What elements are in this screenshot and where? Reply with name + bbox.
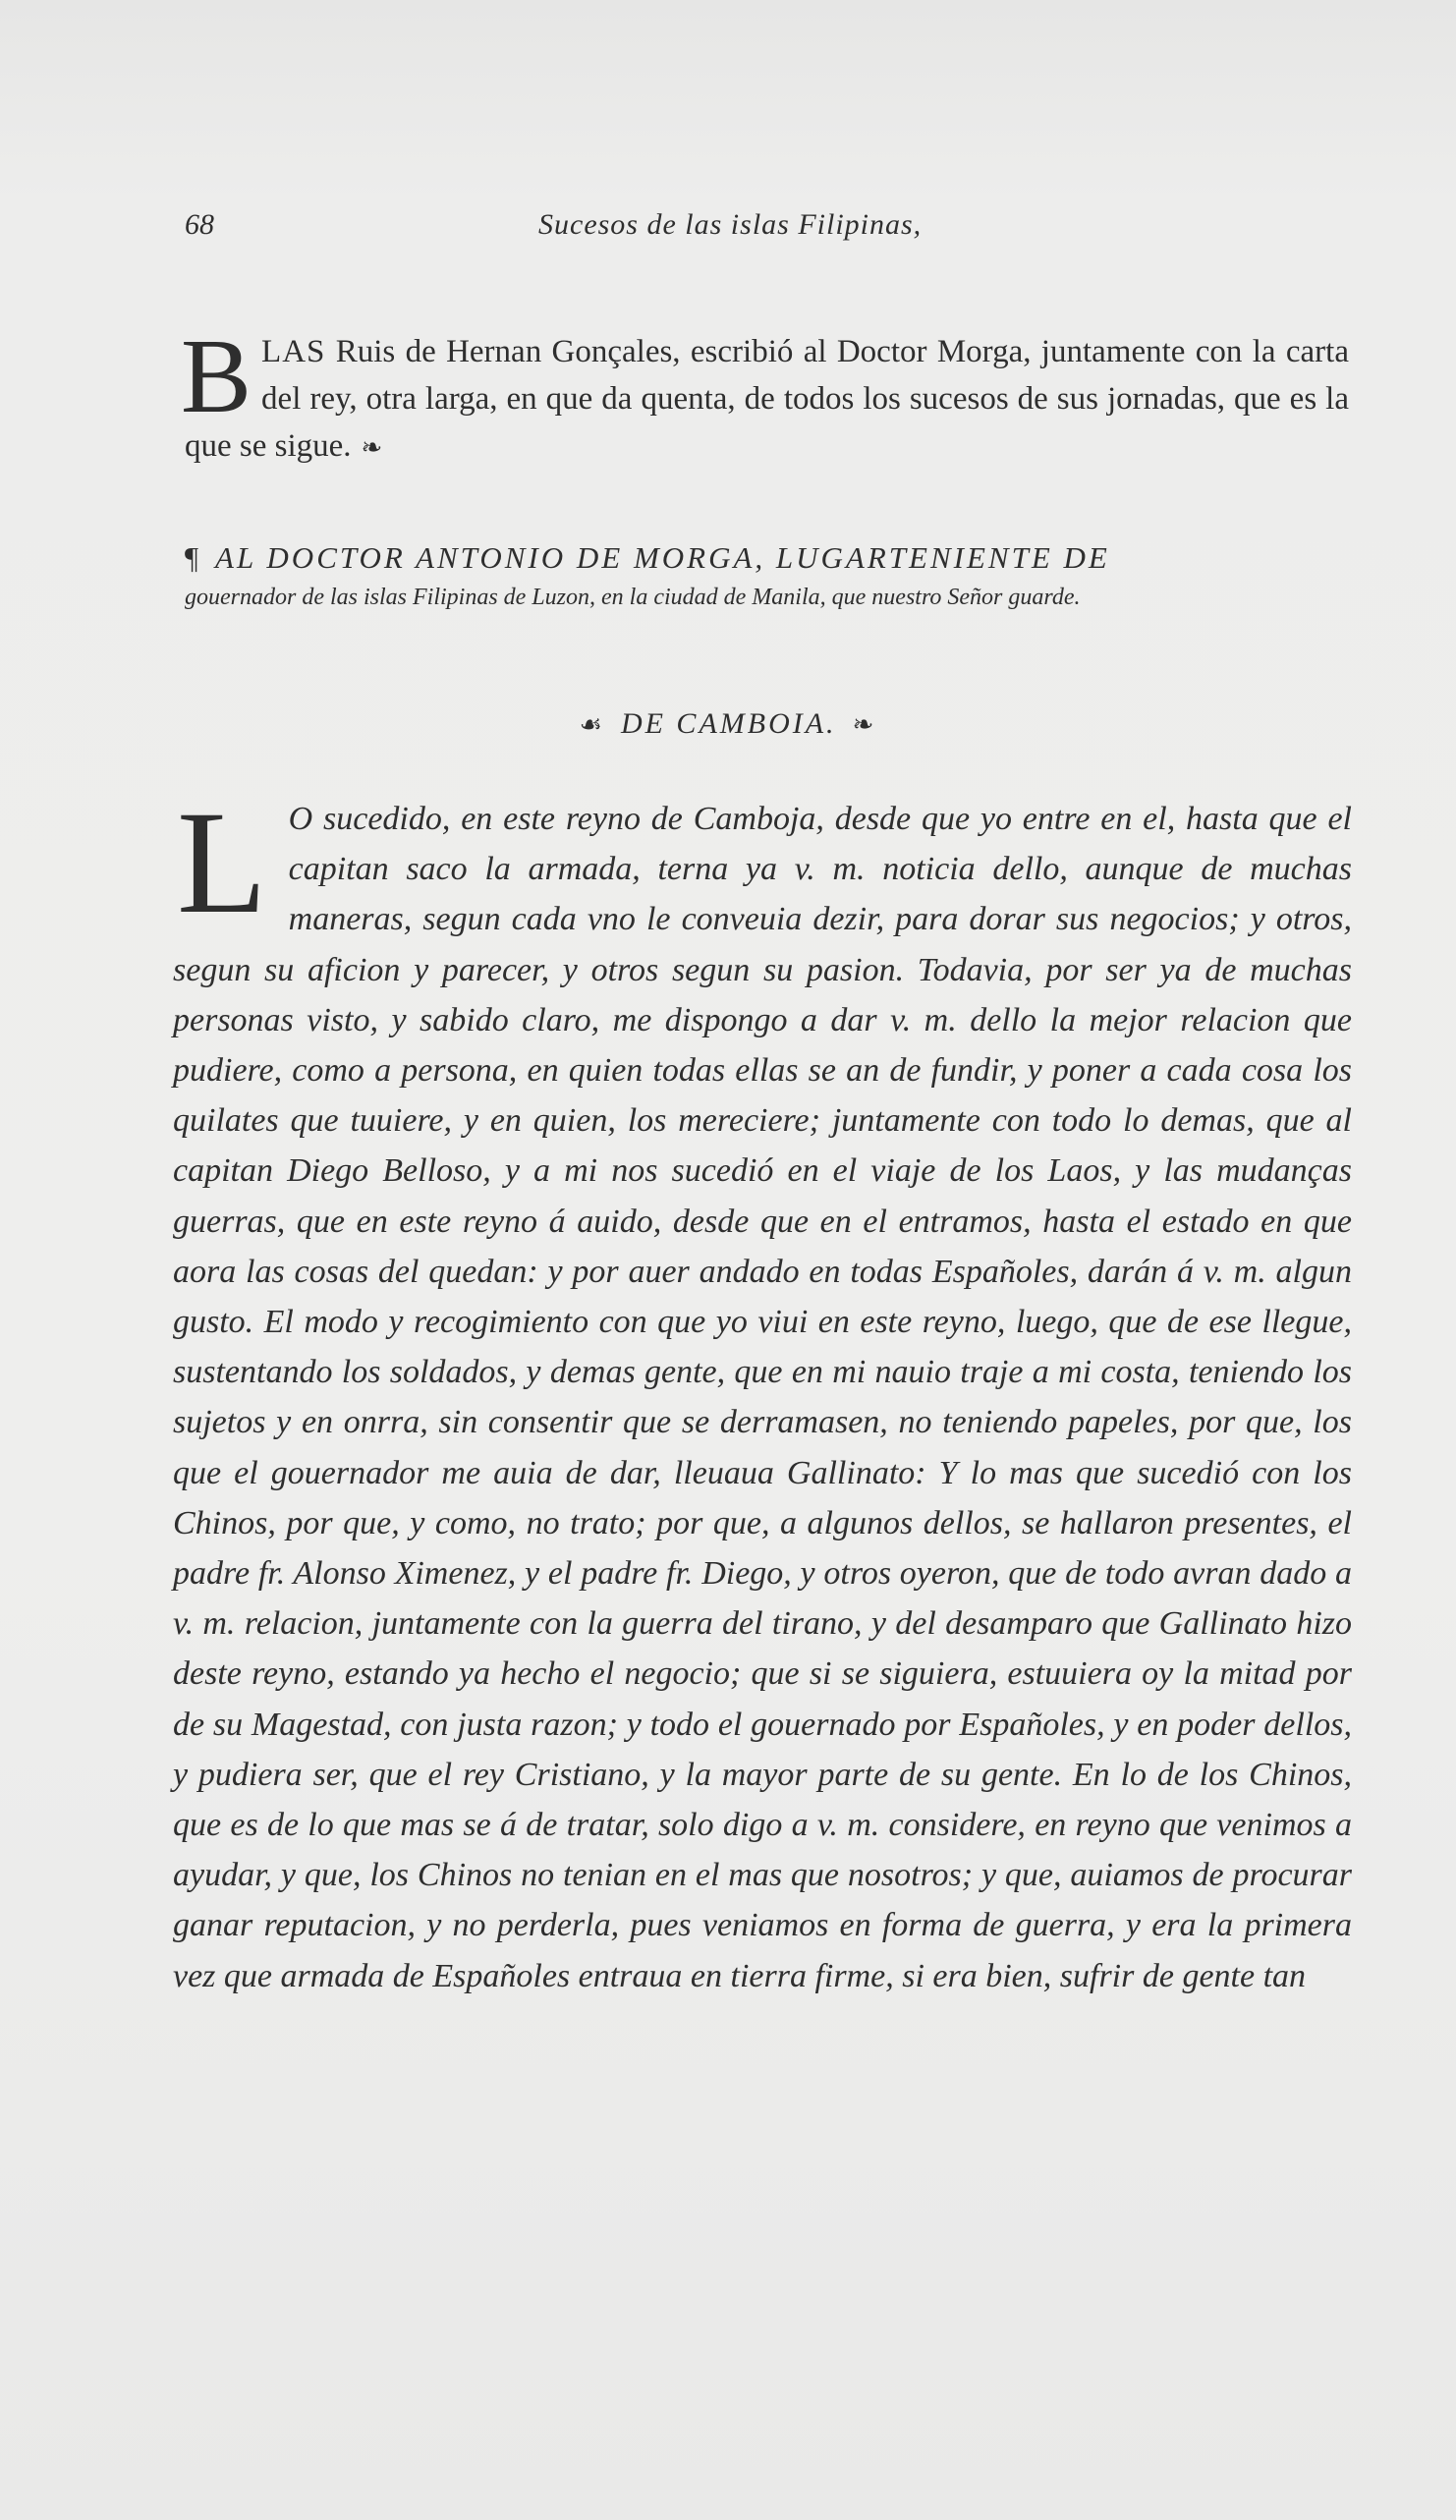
intro-paragraph [181, 318, 1349, 472]
body-drop-cap: L [177, 781, 267, 944]
section-title: DE CAMBOIA. [620, 707, 837, 740]
running-title: Sucesos de las islas Filipinas, [538, 208, 923, 241]
body-text: O sucedido, en este reyno de Camboja, desde que yo entre en el, hasta que el capitan saco la armada, terna ya v. m. noticia dello, aunque de muchas maneras, segun cada vno le conveuia dezir, para dorar sus negocios; y otros, segun su aficion y parecer, y otros segun su pasion. Todavia, por ser ya de muchas personas visto, y sabido claro, me dispongo a dar v. m. dello la mejor relacion que pudiere, como a persona, en quien todas ellas se an de fundir, y poner a cada cosa los quilates que tuuiere, y en quien, los mereciere; juntamente con todo lo demas, que al capitan Diego Belloso, y a mi nos sucedió en el viaje de los Laos, y las mudanças guerras, que en este reyno á auido, desde que en el entramos, hasta el estado en que aora las cosas del quedan: y por auer andado en todas Españoles, darán á v. m. algun gusto. El modo y recogimiento con que yo viui en este reyno, luego, que de ese llegue, sustentando los soldados, y demas gente, que en mi nauio traje a mi costa, teniendo los sujetos y en onrra, sin consentir que se derramasen, no teniendo papeles, por que, los que el gouernador me auia de dar, lleuaua Gallinato: Y lo mas que sucedió con los Chinos, por que, y como, no trato; por que, a algunos dellos, se hallaron presentes, el padre fr. Alonso Ximenez, y el padre fr. Diego, y otros oyeron, que de todo avran dado a v. m. relacion, juntamente con la guerra del tirano, y del desamparo que Gallinato hizo deste reyno, estando ya hecho el negocio; que si se siguiera, estuuiera oy la mitad por de su Magestad, con justa razon; y todo el gouernado por Españoles, y en poder dellos, y pudiera ser, que el rey Cristiano, y la mayor parte de su gente. En lo de los Chinos, que es de lo que mas se á de tratar, solo digo a v. m. considere, en reyno que venimos a ayudar, y que, los Chinos no tenian en el mas que nosotros; y que, auiamos de procurar ganar reputacion, y no perderla, pues veniamos en forma de guerra, y era la primera vez que armada de Españoles entraua en tierra firme, si era bien, sufrir de gente tan [173, 801, 1352, 1994]
section-heading [0, 707, 1456, 741]
address-rest: gouernador de las islas Filipinas de Luzon, en la ciudad de Manila, que nuestro Señor guarde. [185, 585, 1081, 610]
body-paragraph [173, 781, 1352, 2001]
pilcrow-icon: ¶ [185, 540, 202, 575]
page-number: 68 [185, 208, 214, 241]
ornament-left-icon: ☙ [579, 710, 605, 739]
page-header [185, 208, 1285, 248]
intro-small-caps: LAS [261, 334, 326, 369]
address-caps-line: ¶ AL DOCTOR ANTONIO DE MORGA, LUGARTENIENTE DE [185, 540, 1110, 575]
letter-address [185, 535, 1349, 614]
ornament-right-icon: ❧ [852, 710, 877, 739]
fleuron-ornament-icon: ❧ [361, 433, 383, 462]
intro-text: Ruis de Hernan Gonçales, escribió al Doctor Morga, juntamente con la carta del rey, otra larga, en que da quenta, de todos los sucesos de sus jornadas, que es la que se sigue. [185, 334, 1349, 464]
intro-drop-cap: B [181, 318, 252, 435]
